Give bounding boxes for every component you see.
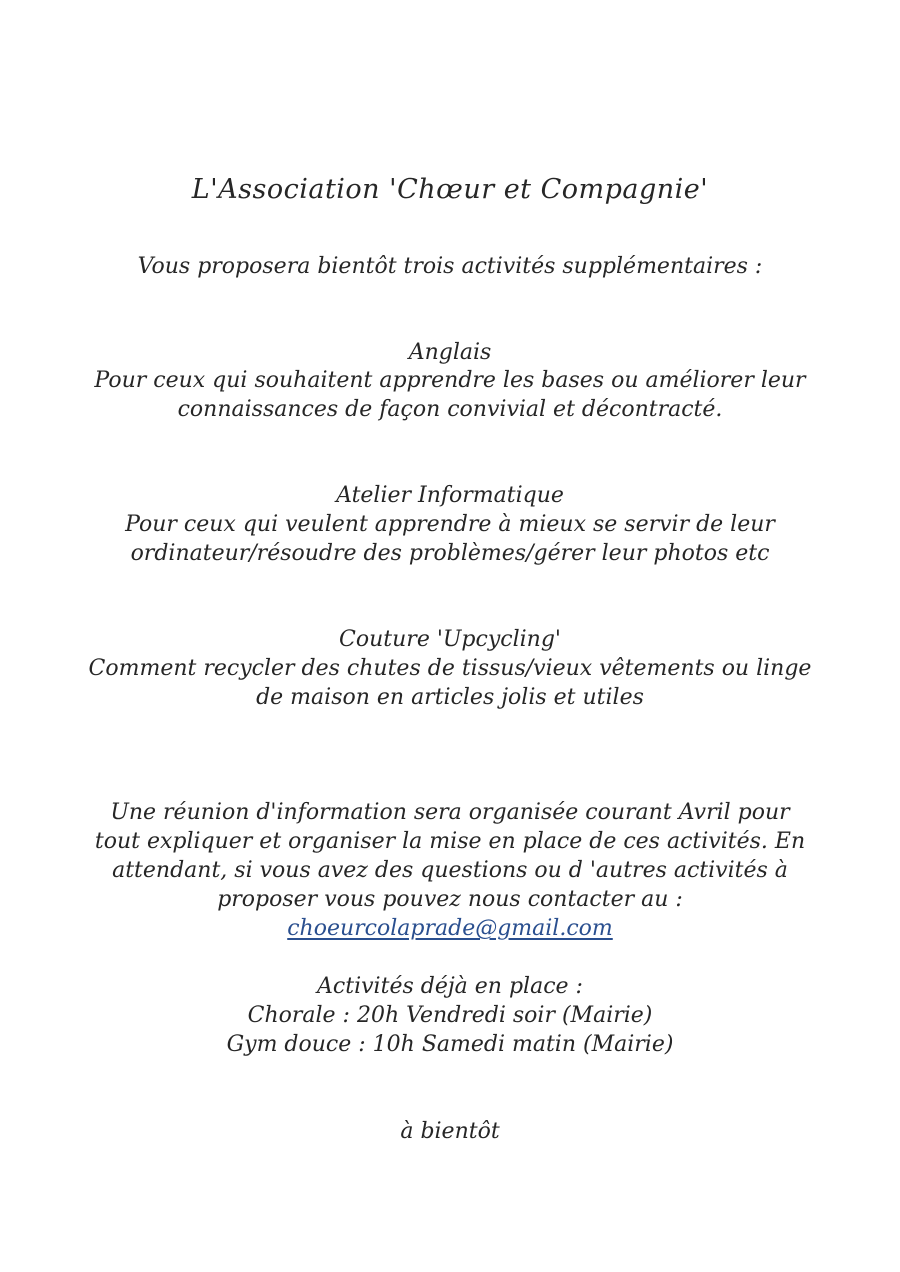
meeting-text-line: Une réunion d'information sera organisée courant Avril pour	[110, 800, 790, 825]
email-line	[0, 915, 900, 943]
activity-description-line: ordinateur/résoudre des problèmes/gérer leur photos etc	[130, 541, 770, 566]
contact-email-link[interactable]: choeurcolaprade@gmail.com	[287, 916, 613, 941]
page-title: L'Association 'Chœur et Compagnie'	[191, 174, 709, 205]
activity-description-line: Pour ceux qui veulent apprendre à mieux se servir de leur	[125, 512, 775, 537]
existing-activity-item: Chorale : 20h Vendredi soir (Mairie)	[247, 1003, 653, 1028]
existing-activity-item: Gym douce : 10h Samedi matin (Mairie)	[226, 1032, 674, 1057]
activity-description-line: Pour ceux qui souhaitent apprendre les bases ou améliorer leur	[94, 368, 806, 393]
activity-heading-anglais: Anglais	[408, 340, 492, 365]
activity-description-line: Comment recycler des chutes de tissus/vieux vêtements ou linge	[88, 656, 812, 681]
activity-description-line: connaissances de façon convivial et décontracté.	[177, 397, 723, 422]
existing-activities-heading: Activités déjà en place :	[317, 974, 583, 999]
meeting-text-line: tout expliquer et organiser la mise en place de ces activités. En	[94, 829, 806, 854]
activity-heading-informatique: Atelier Informatique	[336, 483, 564, 508]
meeting-text-line: attendant, si vous avez des questions ou d 'autres activités à	[112, 858, 788, 883]
closing-text: à bientôt	[400, 1119, 500, 1144]
activity-heading-couture: Couture 'Upcycling'	[339, 627, 561, 652]
meeting-text-line: proposer vous pouvez nous contacter au :	[217, 887, 683, 912]
activity-description-line: de maison en articles jolis et utiles	[256, 685, 644, 710]
intro-text: Vous proposera bientôt trois activités supplémentaires :	[137, 254, 763, 279]
